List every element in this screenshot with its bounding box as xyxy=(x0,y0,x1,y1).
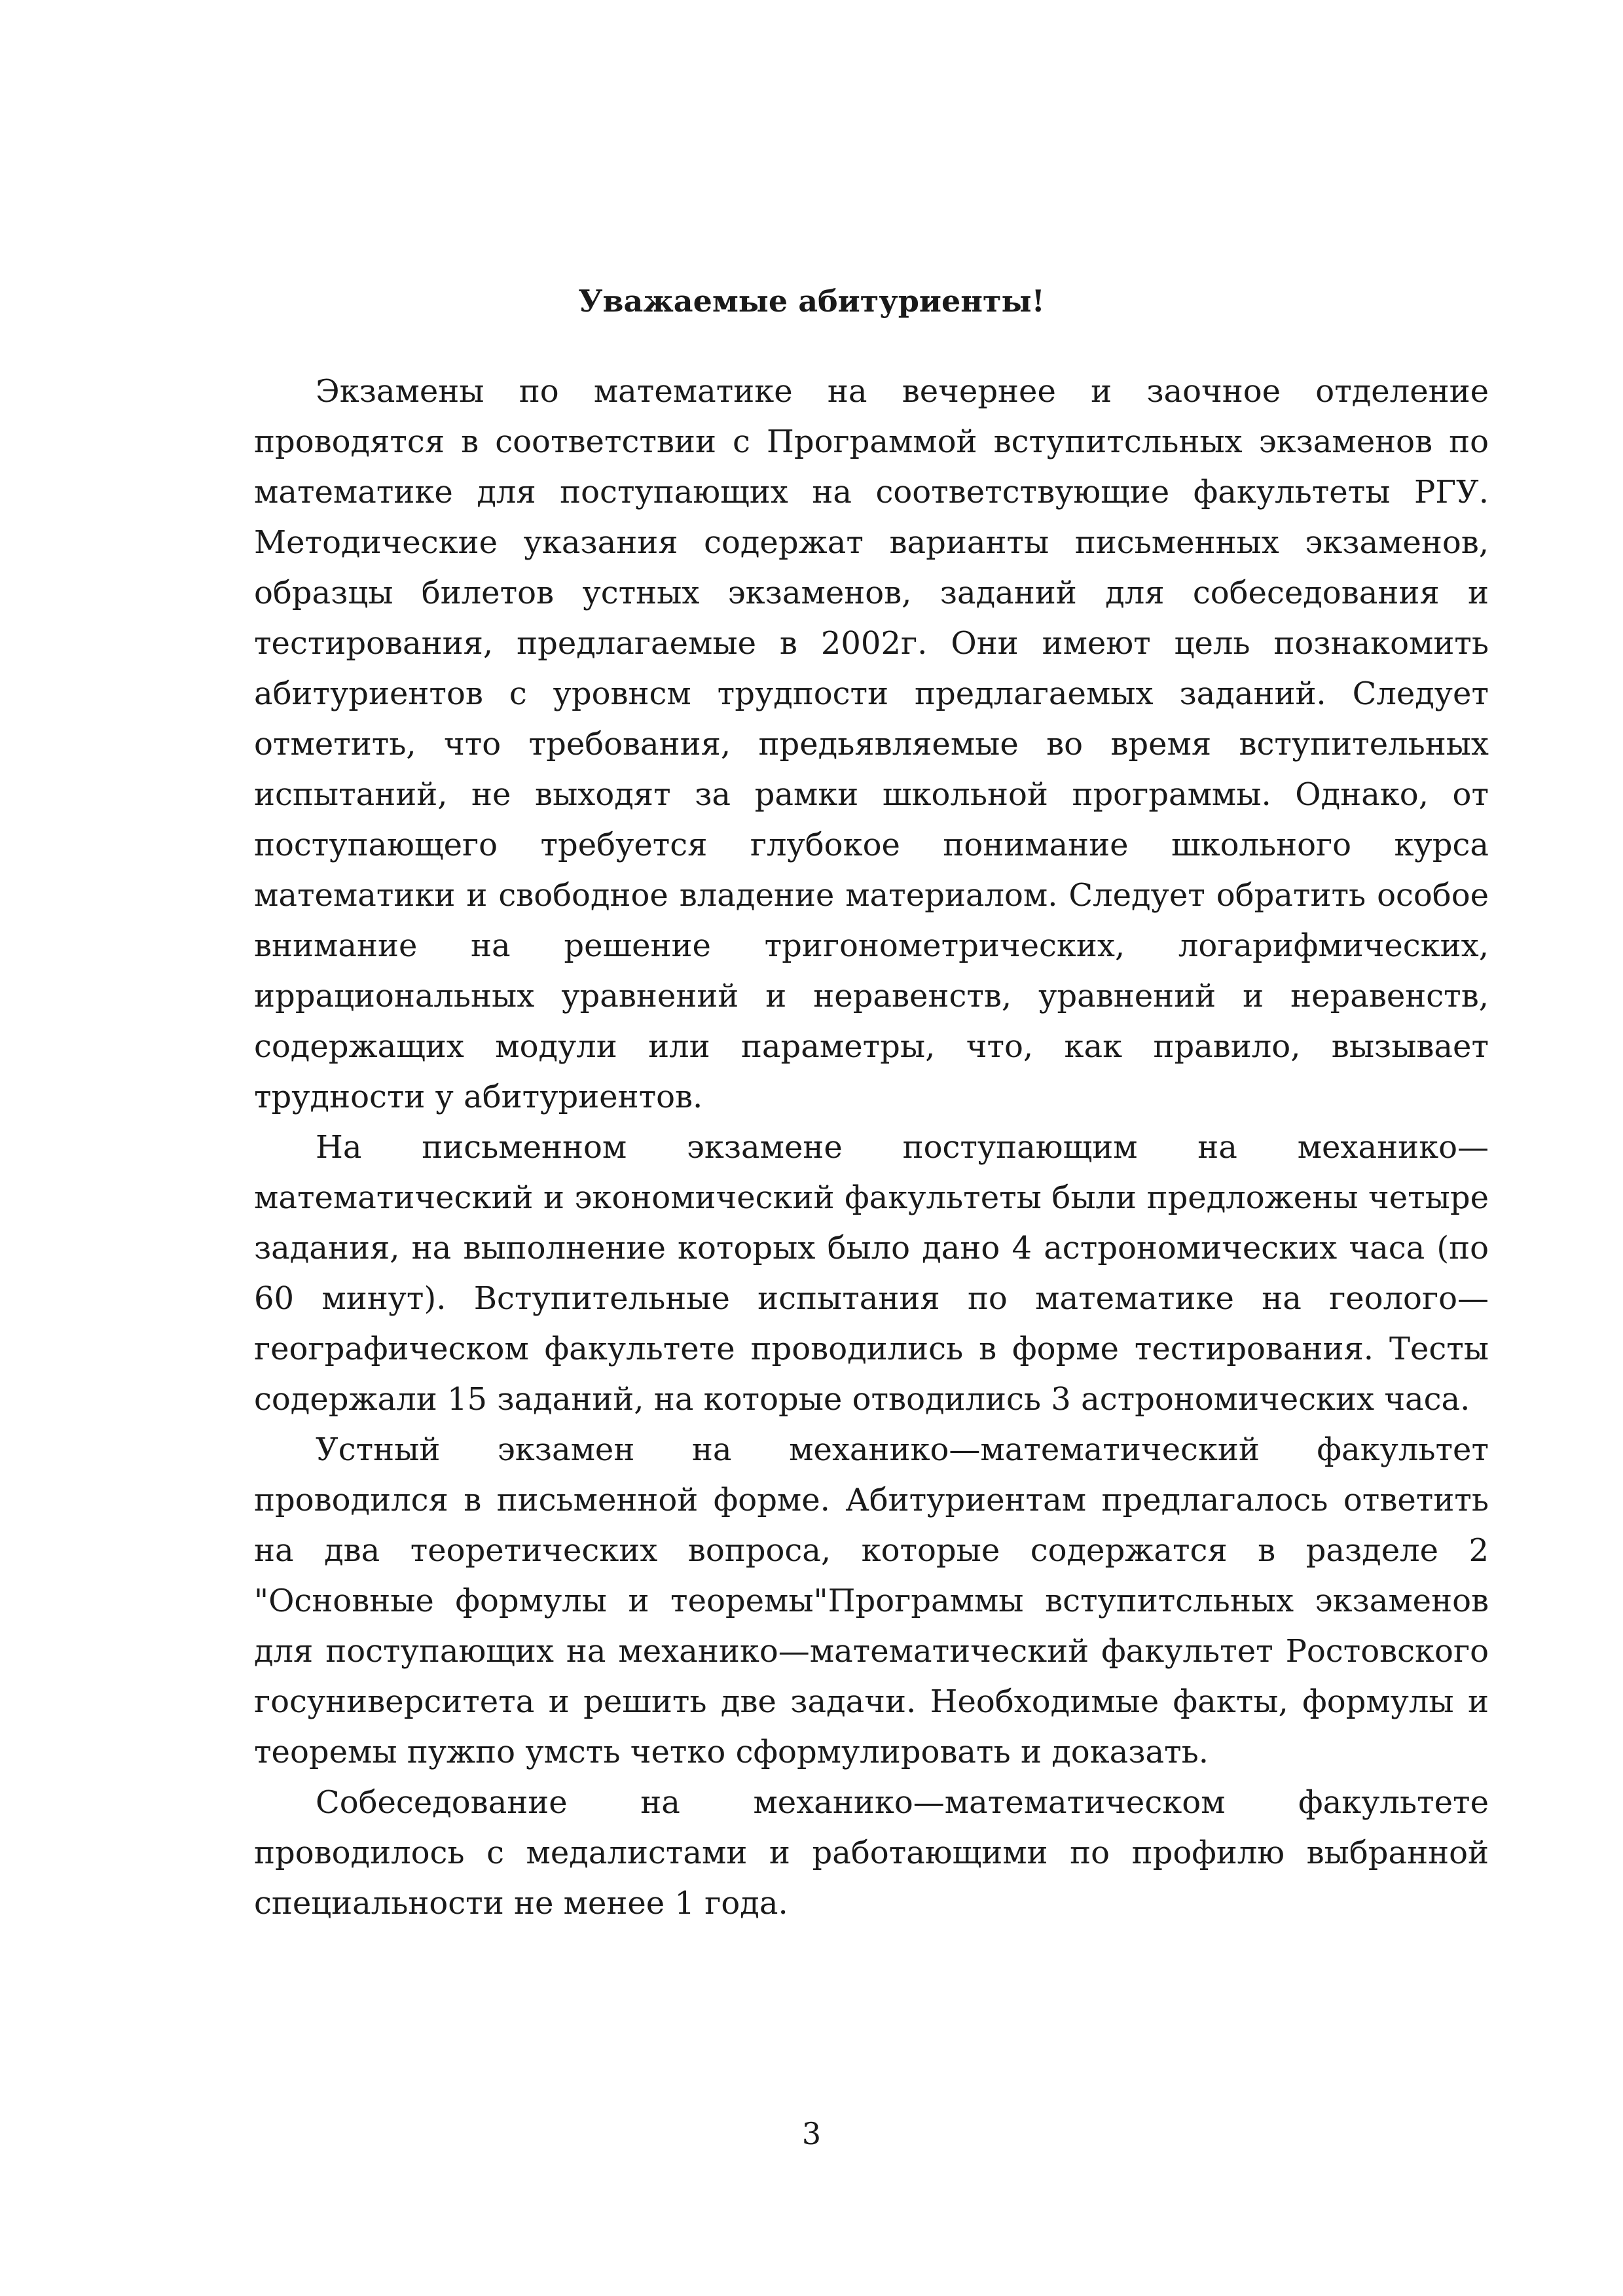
paragraph-oral-exam: Устный экзамен на механико—математический факультет проводился в письменной форме. Абитуриентам предлагалось ответить на два теоретических вопроса, которые содержатся в разделе 2 "Основные формулы и теоремы"Программы вступитсльных экзаменов для поступающих на механико—математический факультет Ростовского госуниверситета и решить две задачи. Необходимые факты, формулы и теоремы пужпо умсть четко сформулировать и доказать. xyxy=(254,1431,1489,1770)
paragraph-interview: Собеседование на механико—математическом факультете проводилось с медалистами и работающими по профилю выбранной специальности не менее 1 года. xyxy=(254,1784,1489,1922)
paragraph-intro: Экзамены по математике на вечернее и заочное отделение проводятся в соответствии с Программой вступитсльных экзаменов по математике для поступающих на соответствующие факультеты РГУ. Методические указания содержат варианты письменных экзаменов, образцы билетов устных экзаменов, заданий для собеседования и тестирования, предлагаемые в 2002г. Они имеют цель познакомить абитуриентов с уровнсм трудпости предлагаемых заданий. Следует отметить, что требования, предьявляемые во время вступительных испытаний, не выходят за рамки школьной программы. Однако, от поступающего требуется глубокое понимание школьного курса математики и свободное владение материалом. Следует обратить особое внимание на решение тригонометрических, логарифмических, иррациональных уравнений и неравенств, уравнений и неравенств, содержащих модули или параметры, что, как правило, вызывает трудности у абитуриентов. xyxy=(254,373,1489,1115)
page-number: 3 xyxy=(801,2116,822,2151)
page-title: Уважаемые абитуриенты! xyxy=(578,283,1045,319)
body-text xyxy=(254,367,1489,1929)
paragraph-written-exam: На письменном экзамене поступающим на механико—математический и экономический факультеты были предложены четыре задания, на выполнение которых было дано 4 астрономических часа (по 60 минут). Вступительные испытания по математике на геолого—географическом факультете проводились в форме тестирования. Тесты содержали 15 заданий, на которые отводились 3 астрономических часа. xyxy=(254,1129,1489,1418)
